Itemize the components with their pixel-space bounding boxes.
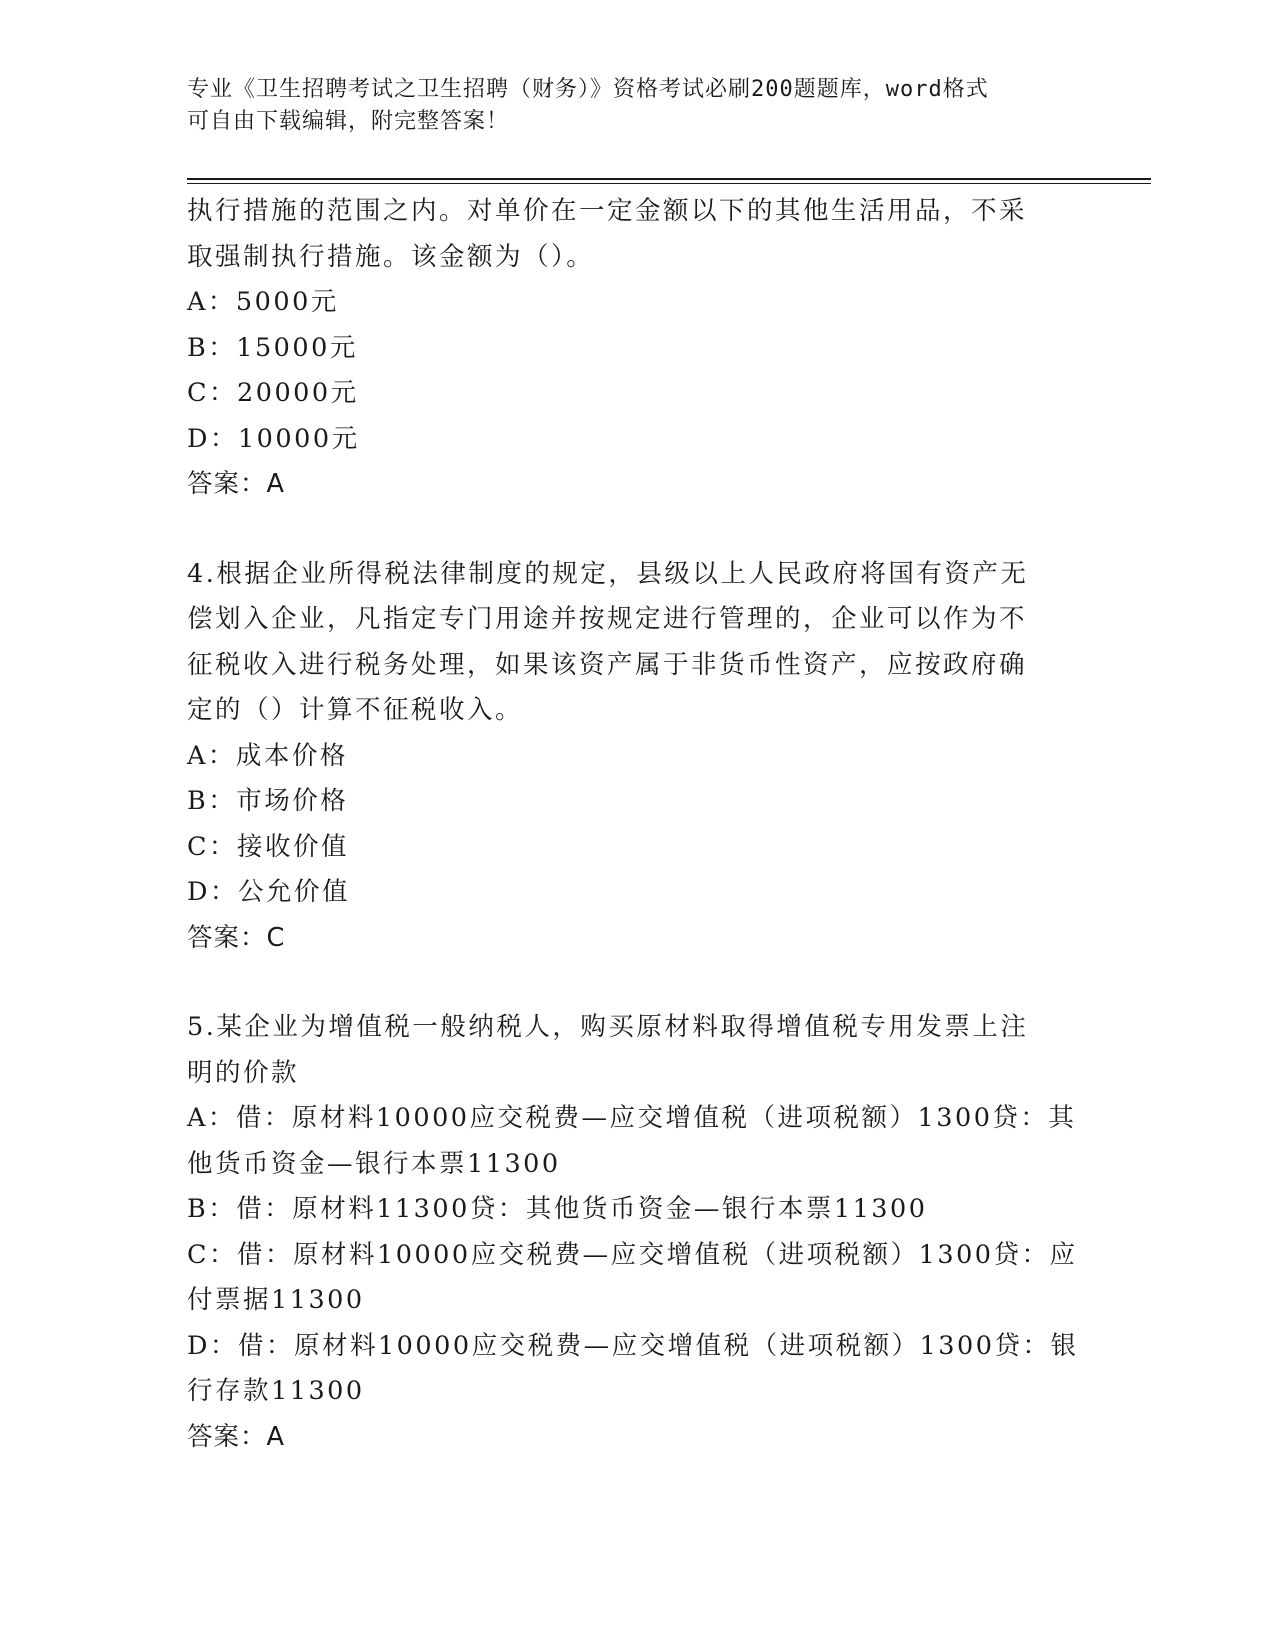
- page-header: [187, 74, 1067, 138]
- answer-line: 答案：A: [187, 1421, 285, 1452]
- option-d: D：10000元: [187, 423, 360, 454]
- question-text-line: 执行措施的范围之内。对单价在一定金额以下的其他生活用品，不采: [187, 196, 1028, 226]
- question-3: [187, 189, 1107, 508]
- question-4: [187, 552, 1107, 962]
- question-5: [187, 1005, 1107, 1460]
- option-d-continued: 行存款11300: [187, 1376, 365, 1406]
- option-a-continued: 他货币资金—银行本票11300: [187, 1148, 561, 1179]
- header-rule-thin: [187, 183, 1151, 184]
- question-spacer: [187, 508, 1107, 552]
- question-text-line: 4.根据企业所得税法律制度的规定，县级以上人民政府将国有资产无: [187, 558, 1029, 589]
- question-content: [187, 189, 1107, 1460]
- option-c: C：20000元: [187, 378, 359, 408]
- header-line-1: 专业《卫生招聘考试之卫生招聘（财务）》资格考试必刷200题题库，word格式: [187, 77, 989, 102]
- header-rule-thick: [187, 178, 1151, 180]
- option-d: D：公允价值: [187, 877, 350, 907]
- option-d: D：借：原材料10000应交税费—应交增值税（进项税额）1300贷：银: [187, 1330, 1079, 1361]
- question-text-line: 取强制执行措施。该金额为（）。: [187, 241, 595, 272]
- option-a: A：成本价格: [187, 740, 348, 771]
- question-spacer: [187, 961, 1107, 1005]
- question-text-line: 偿划入企业，凡指定专门用途并按规定进行管理的，企业可以作为不: [187, 604, 1028, 634]
- option-b: B：15000元: [187, 332, 358, 363]
- option-a: A：借：原材料10000应交税费—应交增值税（进项税额）1300贷：其: [187, 1103, 1077, 1133]
- option-c-continued: 付票据11300: [187, 1285, 365, 1315]
- question-text-line: 定的（）计算不征税收入。: [187, 695, 524, 725]
- question-text-line: 明的价款: [187, 1057, 300, 1088]
- option-c: C：借：原材料10000应交税费—应交增值税（进项税额）1300贷：应: [187, 1239, 1078, 1270]
- header-line-2: 可自由下载编辑，附完整答案！: [187, 109, 510, 134]
- option-b: B：借：原材料11300贷：其他货币资金—银行本票11300: [187, 1194, 928, 1224]
- option-a: A：5000元: [187, 287, 339, 317]
- option-c: C：接收价值: [187, 831, 350, 862]
- answer-line: 答案：C: [187, 922, 286, 953]
- answer-line: 答案：A: [187, 469, 285, 499]
- option-b: B：市场价格: [187, 786, 349, 816]
- question-text-line: 5.某企业为增值税一般纳税人，购买原材料取得增值税专用发票上注: [187, 1012, 1029, 1042]
- question-text-line: 征税收入进行税务处理，如果该资产属于非货币性资产，应按政府确: [187, 649, 1028, 680]
